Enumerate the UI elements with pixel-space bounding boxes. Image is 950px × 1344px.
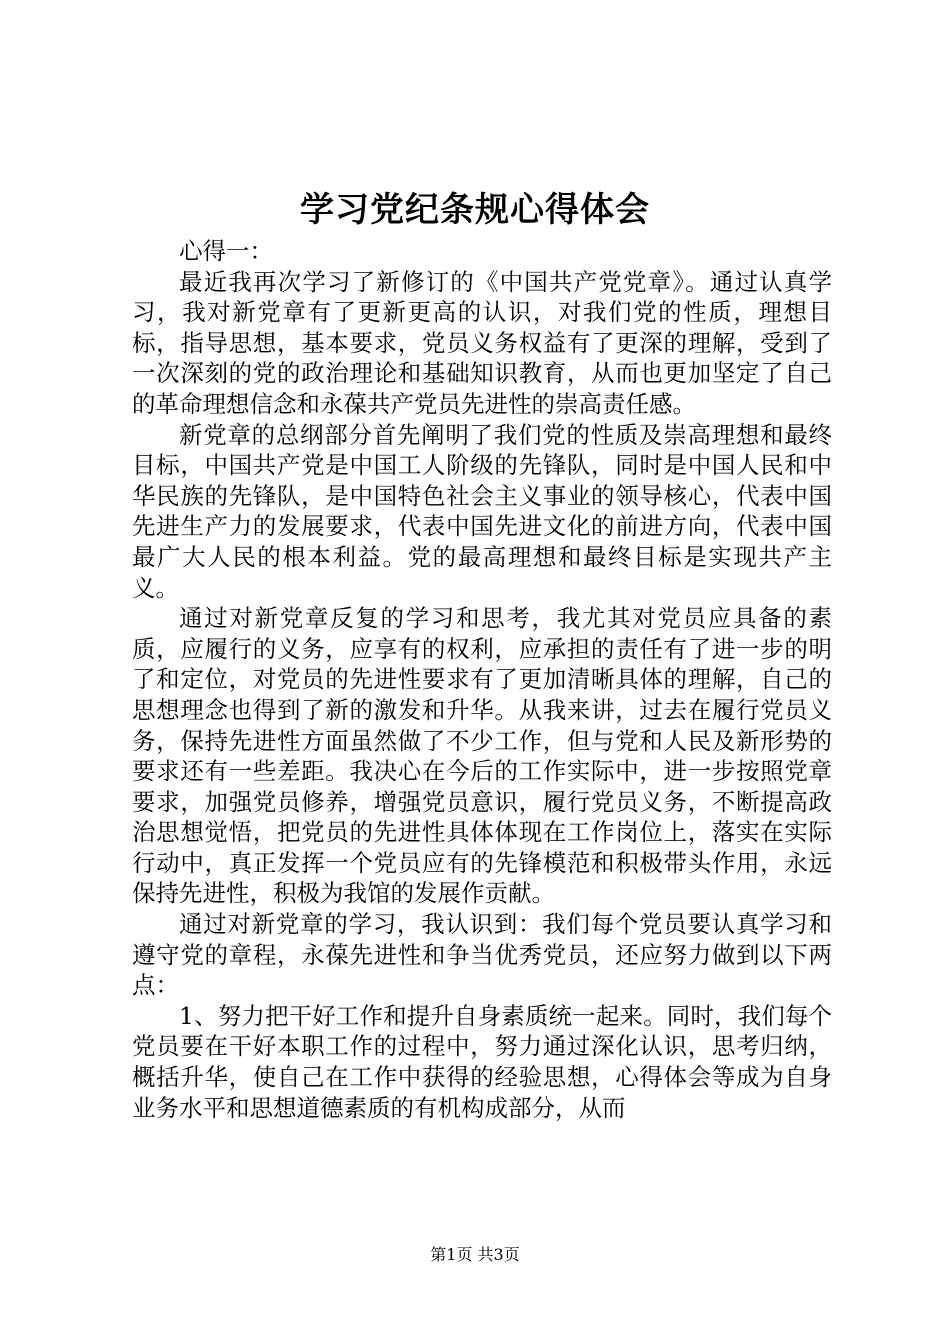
page-title: 学习党纪条规心得体会 — [300, 190, 650, 230]
paragraph: 新党章的总纲部分首先阐明了我们党的性质及崇高理想和最终目标，中国共产党是中国工人阶级的先锋队，同时是中国人民和中华民族的先锋队，是中国特色社会主义事业的领导核心，代表中国先进生产力的发展要求，代表中国先进文化的前进方向，代表中国最广大人民的根本利益。党的最高理想和最终目标是实现共产主义。 — [132, 420, 832, 602]
paragraph-heading: 心得一： — [179, 237, 273, 265]
document-body — [132, 236, 832, 1123]
paragraph: 1、努力把干好工作和提升自身素质统一起来。同时，我们每个党员要在干好本职工作的过程中，努力通过深化认识，思考归纳，概括升华，使自己在工作中获得的经验思想，心得体会等成为自身业务水平和思想道德素质的有机构成部分，从而 — [132, 1001, 832, 1122]
paragraph: 最近我再次学习了新修订的《中国共产党党章》。通过认真学习，我对新党章有了更新更高的认识，对我们党的性质，理想目标，指导思想，基本要求，党员义务权益有了更深的理解，受到了一次深刻的党的政治理论和基础知识教育，从而也更加坚定了自己的革命理想信念和永葆共产党员先进性的崇高责任感。 — [132, 267, 832, 418]
paragraph: 通过对新党章的学习，我认识到：我们每个党员要认真学习和遵守党的章程，永葆先进性和争当优秀党员，还应努力做到以下两点： — [132, 910, 832, 1000]
paragraph: 通过对新党章反复的学习和思考，我尤其对党员应具备的素质，应履行的义务，应享有的权利，应承担的责任有了进一步的明了和定位，对党员的先进性要求有了更加清晰具体的理解，自己的思想理念也得到了新的激发和升华。从我来讲，过去在履行党员义务，保持先进性方面虽然做了不少工作，但与党和人民及新形势的要求还有一些差距。我决心在今后的工作实际中，进一步按照党章要求，加强党员修养，增强党员意识，履行党员义务，不断提高政治思想觉悟，把党员的先进性具体体现在工作岗位上，落实在实际行动中，真正发挥一个党员应有的先锋模范和积极带头作用，永远保持先进性，积极为我馆的发展作贡献。 — [132, 604, 832, 908]
page-footer: 第1页 共3页 — [430, 1245, 520, 1264]
